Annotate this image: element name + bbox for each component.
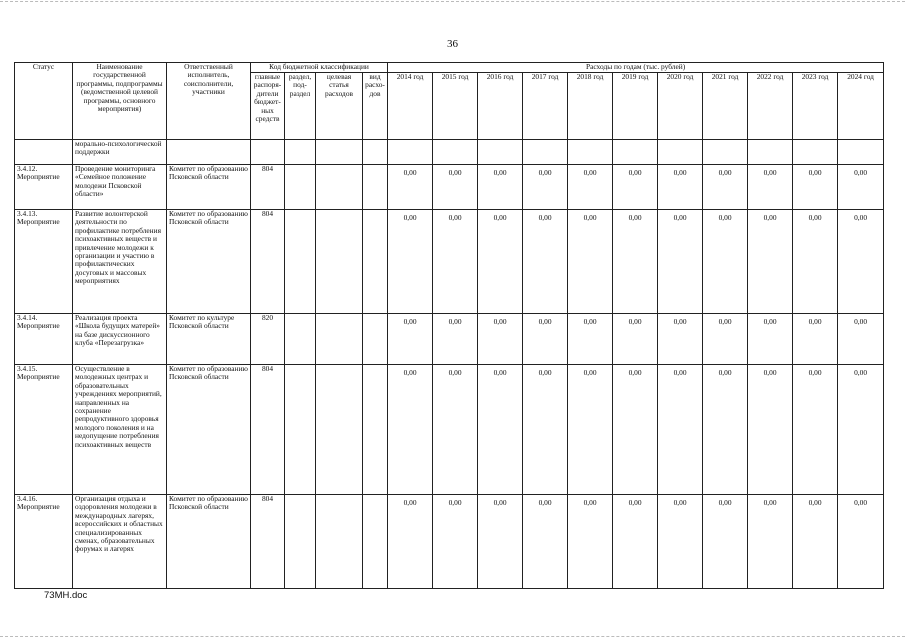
year-value: 0,00 (433, 365, 478, 495)
header-year: 2023 год (793, 73, 838, 140)
status-number: 3.4.16. (17, 494, 38, 503)
continuation-name: морально-психологической поддержки (73, 140, 167, 165)
year-value: 0,00 (793, 495, 838, 589)
year-value: 0,00 (703, 210, 748, 314)
status-cell (15, 314, 73, 365)
year-value: 0,00 (703, 165, 748, 210)
year-value: 0,00 (568, 314, 613, 365)
header-responsible: Ответственный исполнитель, соисполнители, участники (167, 63, 251, 140)
year-value: 0,00 (658, 314, 703, 365)
year-value: 0,00 (433, 314, 478, 365)
year-value: 0,00 (703, 314, 748, 365)
year-value: 0,00 (838, 210, 884, 314)
status-number: 3.4.12. (17, 164, 38, 173)
status-label: Мероприятие (17, 172, 60, 182)
budget-table (14, 62, 884, 589)
status-label: Мероприятие (17, 372, 60, 382)
year-value: 0,00 (838, 365, 884, 495)
header-status: Статус (15, 63, 73, 140)
activity-name: Проведение мониторинга «Семейное положение молодежи Псковской области» (73, 165, 167, 210)
continuation-row (15, 140, 884, 165)
table-row (15, 365, 884, 495)
table-row (15, 210, 884, 314)
year-value: 0,00 (388, 495, 433, 589)
status-number: 3.4.14. (17, 313, 38, 322)
year-value: 0,00 (613, 165, 658, 210)
year-value: 0,00 (388, 210, 433, 314)
year-value: 0,00 (838, 495, 884, 589)
header-year: 2021 год (703, 73, 748, 140)
grbs-code: 804 (251, 495, 285, 589)
responsible-name: Комитет по культуре Псковской области (167, 314, 251, 365)
responsible-name: Комитет по образованию Псковской области (167, 365, 251, 495)
year-value: 0,00 (748, 314, 793, 365)
year-value: 0,00 (433, 210, 478, 314)
header-row-1 (15, 63, 884, 73)
activity-name: Реализация проекта «Школа будущих матерей» на базе дискуссионного клуба «Перезагрузка» (73, 314, 167, 365)
year-value: 0,00 (433, 165, 478, 210)
year-value: 0,00 (613, 495, 658, 589)
year-value: 0,00 (478, 314, 523, 365)
header-name: Наименование государственной программы, подпрограммы (ведомственной целевой программы, основного мероприятия) (73, 63, 167, 140)
header-expense-type: вид расхо-дов (363, 73, 388, 140)
year-value: 0,00 (568, 365, 613, 495)
header-year: 2020 год (658, 73, 703, 140)
header-budget-code: Код бюджетной классификации (251, 63, 388, 73)
status-cell (15, 165, 73, 210)
header-expenses: Расходы по годам (тыс. рублей) (388, 63, 884, 73)
responsible-name: Комитет по образованию Псковской области (167, 495, 251, 589)
header-year: 2015 год (433, 73, 478, 140)
year-value: 0,00 (523, 495, 568, 589)
table-row (15, 165, 884, 210)
header-target: целевая статья расходов (316, 73, 363, 140)
year-value: 0,00 (658, 365, 703, 495)
year-value: 0,00 (478, 165, 523, 210)
status-number: 3.4.13. (17, 209, 38, 218)
year-value: 0,00 (613, 314, 658, 365)
activity-name: Развитие волонтерской деятельности по профилактике потребления психоактивных веществ и привлечение молодежи к организации и участию в профилактических досуговых и массовых мероприятиях (73, 210, 167, 314)
year-value: 0,00 (703, 495, 748, 589)
status-cell (15, 210, 73, 314)
header-section: раздел, под-раздел (285, 73, 316, 140)
year-value: 0,00 (523, 210, 568, 314)
year-value: 0,00 (568, 210, 613, 314)
status-label: Мероприятие (17, 217, 60, 227)
year-value: 0,00 (388, 314, 433, 365)
year-value: 0,00 (793, 365, 838, 495)
year-value: 0,00 (478, 210, 523, 314)
status-cell (15, 365, 73, 495)
table-row (15, 314, 884, 365)
status-cell (15, 495, 73, 589)
year-value: 0,00 (748, 365, 793, 495)
year-value: 0,00 (838, 314, 884, 365)
year-value: 0,00 (523, 365, 568, 495)
footer-filename: 73MH.doc (44, 590, 88, 601)
year-value: 0,00 (388, 365, 433, 495)
year-value: 0,00 (658, 495, 703, 589)
activity-name: Организация отдыха и оздоровления молодежи в международных лагерях, всероссийских и областных специализированных сменах, образовательных форумах и лагерях (73, 495, 167, 589)
year-value: 0,00 (523, 314, 568, 365)
grbs-code: 804 (251, 210, 285, 314)
year-value: 0,00 (703, 365, 748, 495)
scan-edge-bottom (0, 636, 905, 637)
year-value: 0,00 (793, 314, 838, 365)
header-year: 2024 год (838, 73, 884, 140)
header-year: 2019 год (613, 73, 658, 140)
year-value: 0,00 (613, 210, 658, 314)
header-year: 2014 год (388, 73, 433, 140)
grbs-code: 804 (251, 365, 285, 495)
year-value: 0,00 (748, 495, 793, 589)
year-value: 0,00 (838, 165, 884, 210)
status-label: Мероприятие (17, 321, 60, 331)
year-value: 0,00 (568, 165, 613, 210)
year-value: 0,00 (523, 165, 568, 210)
year-value: 0,00 (433, 495, 478, 589)
header-year: 2016 год (478, 73, 523, 140)
responsible-name: Комитет по образованию Псковской области (167, 210, 251, 314)
year-value: 0,00 (568, 495, 613, 589)
grbs-code: 804 (251, 165, 285, 210)
year-value: 0,00 (613, 365, 658, 495)
page-number: 36 (447, 38, 458, 50)
year-value: 0,00 (793, 210, 838, 314)
header-year: 2017 год (523, 73, 568, 140)
year-value: 0,00 (658, 165, 703, 210)
header-year: 2018 год (568, 73, 613, 140)
status-label: Мероприятие (17, 502, 60, 512)
year-value: 0,00 (478, 365, 523, 495)
header-year: 2022 год (748, 73, 793, 140)
year-value: 0,00 (658, 210, 703, 314)
year-value: 0,00 (388, 165, 433, 210)
grbs-code: 820 (251, 314, 285, 365)
year-value: 0,00 (748, 210, 793, 314)
table-row (15, 495, 884, 589)
scan-edge-top (0, 1, 905, 2)
year-value: 0,00 (478, 495, 523, 589)
year-value: 0,00 (793, 165, 838, 210)
year-value: 0,00 (748, 165, 793, 210)
status-number: 3.4.15. (17, 364, 38, 373)
responsible-name: Комитет по образованию Псковской области (167, 165, 251, 210)
header-grbs: главные распоря-дители бюджет-ных средств (251, 73, 285, 140)
activity-name: Осуществление в молодежных центрах и образовательных учреждениях мероприятий, направленных на сохранение репродуктивного здоровья молодого поколения и на недопущение потребления психоактивных веществ (73, 365, 167, 495)
